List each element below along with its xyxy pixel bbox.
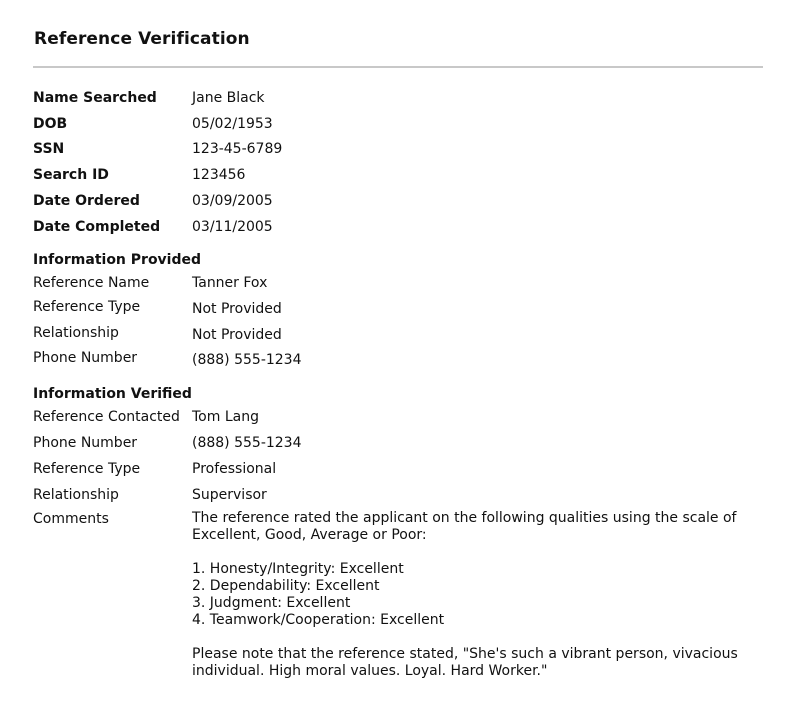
- date-completed-label: Date Completed: [33, 219, 161, 235]
- verified-reference-type-value: Professional: [192, 461, 277, 477]
- verified-relationship-value: Supervisor: [192, 487, 267, 503]
- verified-relationship-label: Relationship: [33, 487, 119, 503]
- date-ordered-value: 03/09/2005: [192, 193, 273, 209]
- provided-reference-type-value: Not Provided: [192, 301, 282, 317]
- provided-phone-number-value: (888) 555-1234: [192, 352, 302, 368]
- page-title: Reference Verification: [34, 29, 250, 49]
- date-ordered-label: Date Ordered: [33, 193, 140, 209]
- rating-item: 2. Dependability: Excellent: [192, 578, 380, 594]
- ssn-value: 123-45-6789: [192, 141, 283, 157]
- verified-phone-number-value: (888) 555-1234: [192, 435, 302, 451]
- information-provided-heading: Information Provided: [33, 252, 202, 268]
- provided-phone-number-label: Phone Number: [33, 350, 138, 366]
- information-verified-heading: Information Verified: [33, 386, 192, 402]
- comments-text: [192, 510, 772, 680]
- date-completed-value: 03/11/2005: [192, 219, 273, 235]
- name-searched-label: Name Searched: [33, 90, 157, 106]
- verified-comments-label: Comments: [33, 511, 109, 527]
- search-id-value: 123456: [192, 167, 246, 183]
- ratings-list: [192, 561, 772, 629]
- provided-reference-type-label: Reference Type: [33, 299, 141, 315]
- provided-reference-name-label: Reference Name: [33, 275, 150, 291]
- provided-relationship-label: Relationship: [33, 325, 119, 341]
- provided-relationship-value: Not Provided: [192, 327, 282, 343]
- rating-item: 3. Judgment: Excellent: [192, 595, 351, 611]
- comments-spacer: [192, 544, 772, 561]
- ssn-label: SSN: [33, 141, 65, 157]
- dob-label: DOB: [33, 116, 68, 132]
- dob-value: 05/02/1953: [192, 116, 273, 132]
- verified-phone-number-label: Phone Number: [33, 435, 138, 451]
- verified-reference-type-label: Reference Type: [33, 461, 141, 477]
- rating-item: 4. Teamwork/Cooperation: Excellent: [192, 612, 445, 628]
- comments-note: Please note that the reference stated, "She's such a vibrant person, vivacious individual. High moral values. Loyal. Hard Worker.": [192, 646, 738, 679]
- name-searched-value: Jane Black: [192, 90, 265, 106]
- comments-intro: The reference rated the applicant on the following qualities using the scale of Excellent, Good, Average or Poor:: [192, 510, 737, 543]
- verified-reference-contacted-value: Tom Lang: [192, 409, 259, 425]
- search-id-label: Search ID: [33, 167, 109, 183]
- title-divider: [33, 66, 763, 68]
- comments-spacer: [192, 629, 772, 646]
- provided-reference-name-value: Tanner Fox: [192, 275, 268, 291]
- rating-item: 1. Honesty/Integrity: Excellent: [192, 561, 404, 577]
- verified-reference-contacted-label: Reference Contacted: [33, 409, 180, 425]
